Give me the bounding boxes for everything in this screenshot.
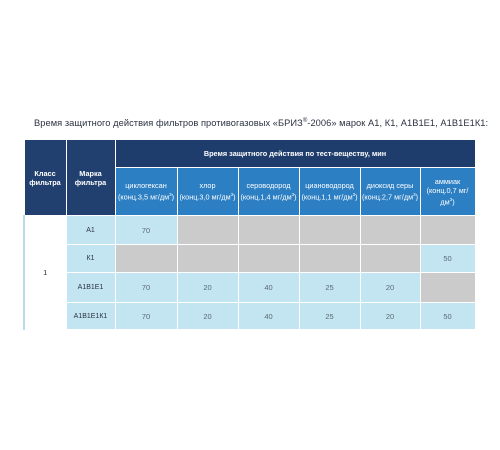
substance-name: диоксид серы	[366, 181, 414, 191]
header-substance-chlorine	[177, 168, 238, 216]
value-cell: 40	[238, 273, 299, 303]
empty-cell	[238, 245, 299, 273]
value-cell: 20	[177, 303, 238, 330]
cubic-exponent: 3	[413, 192, 416, 198]
cubic-exponent: 3	[169, 192, 172, 198]
cubic-exponent: 3	[230, 192, 234, 198]
caption-text-after: -2006» марок А1, К1, А1В1Е1, А1В1Е1К1:	[307, 118, 489, 129]
empty-cell	[360, 216, 420, 245]
substance-concentration: (конц.2,7 мг/дм	[361, 192, 414, 202]
value-cell: 50	[420, 303, 475, 330]
value-cell: 70	[115, 216, 177, 245]
substance-name: циановодород	[305, 181, 354, 191]
cubic-exponent: 3	[291, 192, 295, 198]
value-cell: 25	[299, 273, 360, 303]
filter-class-cell: 1	[24, 216, 66, 330]
empty-cell	[115, 245, 177, 273]
filter-mark-cell: А1В1Е1	[66, 273, 115, 303]
closing-paren: )	[452, 197, 455, 207]
substance-concentration: (конц.3,5 мг/дм	[117, 192, 170, 202]
header-substance-ammonia	[420, 168, 475, 216]
header-substance-hydrogen-sulfide	[238, 168, 299, 216]
header-substance-sulfur-dioxide	[360, 168, 420, 216]
substance-concentration: (конц.3,0 мг/дм	[179, 192, 231, 202]
cubic-exponent: 3	[449, 196, 453, 202]
substance-name: аммиак	[434, 176, 461, 186]
substance-name: хлор	[199, 181, 216, 191]
value-cell: 20	[360, 303, 420, 330]
closing-paren: )	[233, 192, 236, 202]
caption-registered-mark: ®	[302, 118, 308, 124]
filter-mark-cell: А1В1Е1К1	[66, 303, 115, 330]
filter-mark-cell: А1	[66, 216, 115, 245]
value-cell: 50	[420, 245, 475, 273]
empty-cell	[420, 273, 475, 303]
table-caption	[34, 118, 488, 128]
filter-mark-cell: К1	[66, 245, 115, 273]
empty-cell	[177, 245, 238, 273]
header-substance-cyclohexane	[115, 168, 177, 216]
caption-text-before: Время защитного действия фильтров противогазовых «БРИЗ	[34, 118, 303, 129]
value-cell: 70	[115, 273, 177, 303]
header-substance-hydrogen-cyanide	[299, 168, 360, 216]
closing-paren: )	[171, 192, 175, 202]
value-cell: 70	[115, 303, 177, 330]
closing-paren: )	[415, 192, 419, 202]
substance-name: циклогексан	[125, 181, 167, 191]
closing-paren: )	[355, 192, 358, 202]
header-filter-class: Класс фильтра	[24, 140, 66, 216]
closing-paren: )	[294, 192, 297, 202]
substance-concentration: (конц.0,7 мг/дм	[426, 185, 469, 207]
empty-cell	[360, 245, 420, 273]
empty-cell	[299, 216, 360, 245]
header-filter-mark: Марка фильтра	[66, 140, 115, 216]
empty-cell	[299, 245, 360, 273]
protection-time-table	[23, 139, 476, 330]
value-cell: 20	[177, 273, 238, 303]
substance-concentration: (конц.1,1 мг/дм	[301, 192, 353, 202]
empty-cell	[238, 216, 299, 245]
value-cell: 25	[299, 303, 360, 330]
value-cell: 20	[360, 273, 420, 303]
empty-cell	[420, 216, 475, 245]
header-protection-time: Время защитного действия по тест-веществу, мин	[115, 140, 475, 168]
value-cell: 40	[238, 303, 299, 330]
substance-name: сероводород	[246, 181, 291, 191]
substance-concentration: (конц.1,4 мг/дм	[240, 192, 292, 202]
cubic-exponent: 3	[352, 192, 356, 198]
empty-cell	[177, 216, 238, 245]
